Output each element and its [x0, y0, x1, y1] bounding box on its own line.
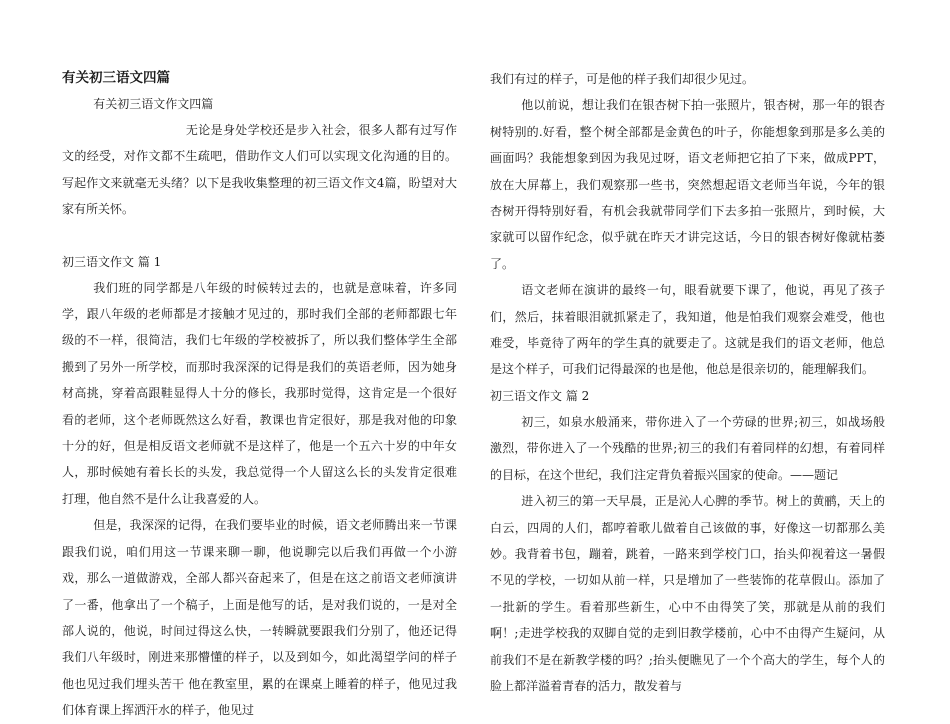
left-column	[62, 66, 457, 724]
essay2-paragraph-2: 进入初三的第一天早晨，正是沁人心脾的季节。树上的黄鹂，天上的白云，四周的人们，都哼着歌儿做着自己该做的事，好像这一切都那么美妙。我背着书包，蹦着，跳着，一路来到学校门口，抬头仰视着这一暑假不见的学校，一切如从前一样，只是增加了一些装饰的花草假山。添加了一批新的学生。看着那些新生，心中不由得笑了笑，那就是从前的我们啊！;走进学校我的双脚自觉的走到旧教学楼前，心中不由得产生疑问，从前我们不是在新教学楼的吗？;抬头便瞧见了一个个高大的学生，每个人的脸上都洋溢着青春的活力，散发着与	[490, 494, 885, 693]
intro-text: 无论是身处学校还是步入社会，很多人都有过写作文的经受，对作文都不生疏吧，借助作文人们可以实现文化沟通的目的。写起作文来就毫无头绪？以下是我收集整理的初三语文作文4篇，盼望对大家有所关怀。	[62, 123, 457, 217]
essay1-paragraph-1: 我们班的同学都是八年级的时候转过去的，也就是意味着，许多同学，跟八年级的老师都是才接触才见过的，那时我们全部的老师都跟七年级的不一样，很简洁，我们七年级的学校被拆了，所以我们整体学生全部搬到了另外一所学校，而那时我深深的记得是我们的英语老师，因为她身材高挑，穿着高跟鞋显得人十分的修长，我那时觉得，这肯定是一个很好看的老师，这个老师既然这么好看，教课也肯定很好，那是我对他的印象十分的好，但是相反语文老师就不是这样了，他是一个五六十岁的中年女人，那时候她有着长长的头发，我总觉得一个人留这么长的头发肯定很难打理，他自然不是什么让我喜爱的人。	[62, 280, 457, 506]
right-column	[490, 66, 885, 699]
document-title: 有关初三语文四篇	[62, 70, 170, 86]
essay1-paragraph-2-continued: 我们有过的样子，可是他的样子我们却很少见过。	[490, 72, 755, 86]
spacer	[62, 223, 457, 249]
essay1-paragraph-4: 语文老师在演讲的最终一句，眼看就要下课了，他说，再见了孩子们，然后，抹着眼泪就抓紧走了，我知道，他是怕我们观察会难受，他也难受，毕竟待了两年的学生真的就要走了。这就是我们的语文老师，他总是这个样子，可我们记得最深的也是他，他总是很亲切的，能理解我们。	[490, 283, 885, 377]
essay2-heading: 初三语文作文 篇 2	[490, 388, 590, 403]
essay2-paragraph-1: 初三，如泉水般涌来，带你进入了一个劳碌的世界;初三，如战场般激烈，带你进入了一个残酷的世界;初三的我们有着同样的幻想，有着同样的目标，在这个世纪，我们注定背负着振兴国家的使命。——题记	[490, 414, 885, 482]
intro-paragraph	[62, 117, 457, 223]
document-subtitle: 有关初三语文作文四篇	[93, 97, 214, 111]
essay1-paragraph-3: 他以前说，想让我们在银杏树下拍一张照片，银杏树，那一年的银杏树特别的.好看，整个树全部都是金黄色的叶子，你能想象到那是多么美的画面吗？我能想象到因为我见过呀，语文老师把它拍了下来，做成PPT，放在大屏幕上，我们观察那一些书，突然想起语文老师当年说，今年的银杏树开得特别好看，有机会我就带同学们下去多拍一张照片，到时候，大家就可以留作纪念，似乎就在昨天才讲完这话，今日的银杏树好像就枯萎了。	[490, 98, 885, 271]
essay1-paragraph-2: 但是，我深深的记得，在我们要毕业的时候，语文老师腾出来一节课跟我们说，咱们用这一节课来聊一聊，他说聊完以后我们再做一个小游戏，那么一道做游戏，全部人都兴奋起来了，但是在这之前语文老师演讲了一番，他拿出了一个稿子，上面是他写的话，是对我们说的，一是对全部人说的，他说，时间过得这么快，一转瞬就要跟我们分别了，他还记得我们八年级时，刚进来那懵懂的样子，以及到如今，如此渴望学问的样子他也见过我们埋头苦干 他在教室里，累的在课桌上睡着的样子，他见过我们体育课上挥洒汗水的样子，他见过	[62, 518, 457, 718]
essay1-heading: 初三语文作文 篇 1	[62, 254, 162, 269]
